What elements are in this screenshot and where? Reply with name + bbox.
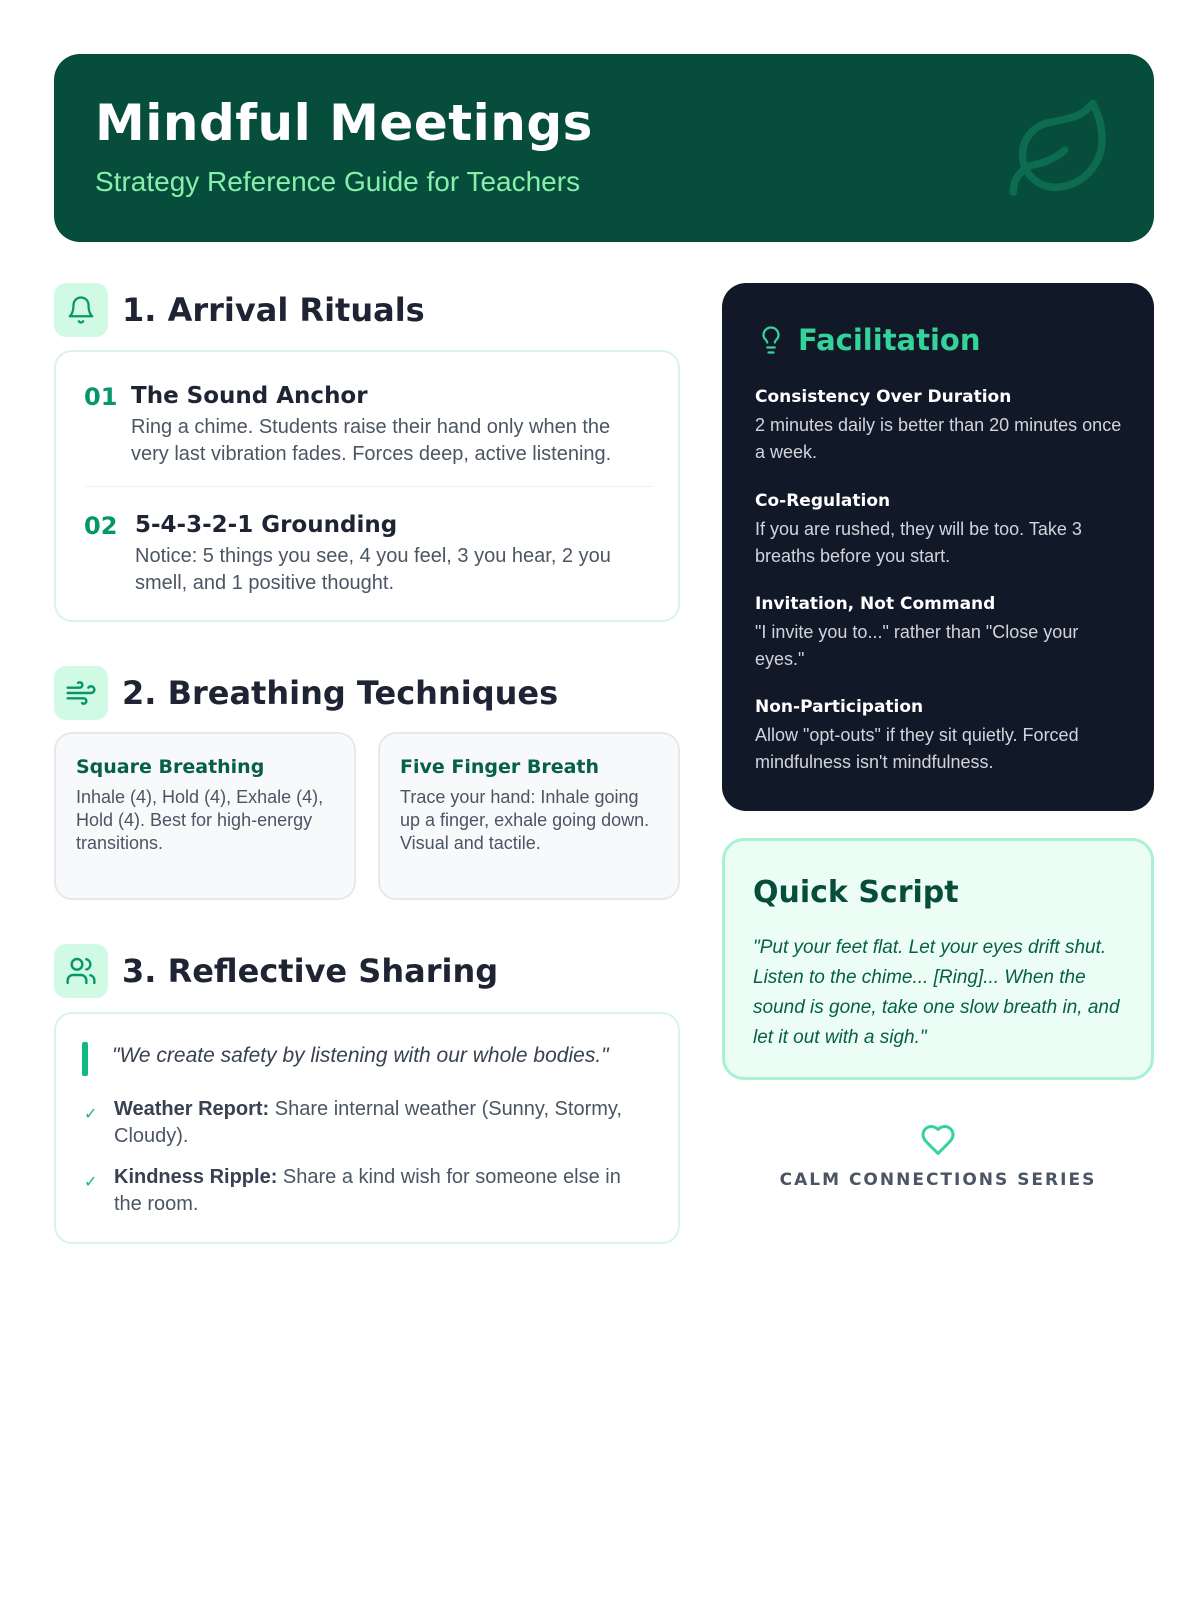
- item-description: 2 minutes daily is better than 20 minutes once a week.: [755, 415, 1122, 462]
- item-description: Ring a chime. Students raise their hand only when the very last vibration fades. Forces deep, active listening.: [131, 416, 612, 465]
- wind-icon: [54, 666, 108, 720]
- item-number: 01: [84, 383, 118, 411]
- card-description: Inhale (4), Hold (4), Exhale (4), Hold (4). Best for high-energy transitions.: [76, 787, 324, 853]
- lightbulb-icon: [756, 325, 786, 355]
- list-item: [755, 594, 1130, 673]
- item-description: If you are rushed, they will be too. Take 3 breaths before you start.: [755, 519, 1082, 566]
- check-icon: ✓: [84, 1106, 98, 1123]
- item-text: Share a kind wish for someone else in the room.: [114, 1166, 621, 1215]
- footer-series-label: CALM CONNECTIONS SERIES: [779, 1170, 1097, 1190]
- list-item: [755, 387, 1130, 466]
- item-number: 02: [84, 512, 118, 540]
- sharing-section-title: 3. Reflective Sharing: [122, 952, 499, 990]
- sharing-section-heading: [54, 944, 498, 998]
- header-banner: [54, 54, 1154, 242]
- breathing-section-heading: [54, 666, 558, 720]
- sharing-quote: "We create safety by listening with our whole bodies.": [112, 1044, 609, 1067]
- page-subtitle: Strategy Reference Guide for Teachers: [95, 166, 581, 197]
- list-item: [755, 697, 1130, 776]
- arrival-section-heading: [54, 283, 425, 337]
- item-label: Kindness Ripple:: [114, 1166, 278, 1188]
- arrival-section-title: 1. Arrival Rituals: [122, 291, 425, 329]
- item-title: 5-4-3-2-1 Grounding: [135, 512, 398, 538]
- item-description: Notice: 5 things you see, 4 you feel, 3 you hear, 2 you smell, and 1 positive thought.: [135, 545, 611, 594]
- list-item: [114, 1164, 654, 1218]
- breathing-section-title: 2. Breathing Techniques: [122, 674, 559, 712]
- item-label: Weather Report:: [114, 1098, 270, 1120]
- bell-icon: [54, 283, 108, 337]
- sharing-card: [54, 1012, 680, 1244]
- heart-icon: [918, 1122, 958, 1158]
- card-description: Trace your hand: Inhale going up a finger, exhale going down. Visual and tactile.: [400, 787, 650, 853]
- item-text: Share internal weather (Sunny, Stormy, Cloudy).: [114, 1098, 622, 1147]
- item-title: Non-Participation: [755, 697, 924, 717]
- card-title: Five Finger Breath: [400, 756, 600, 778]
- quote-accent-bar: [82, 1042, 88, 1076]
- item-title: The Sound Anchor: [131, 383, 368, 409]
- item-description: "I invite you to..." rather than "Close your eyes.": [755, 622, 1079, 669]
- quick-script-card: [722, 838, 1154, 1080]
- item-title: Consistency Over Duration: [755, 387, 1012, 407]
- users-icon: [54, 944, 108, 998]
- list-item: [755, 491, 1130, 570]
- item-title: Co-Regulation: [755, 491, 891, 511]
- divider: [84, 486, 654, 487]
- breathing-card: [378, 732, 680, 900]
- arrival-card: [54, 350, 680, 622]
- script-text: "Put your feet flat. Let your eyes drift shut. Listen to the chime... [Ring]... When the sound is gone, take one slow breath in, and let it out with a sigh.": [753, 937, 1120, 1048]
- card-title: Square Breathing: [76, 756, 265, 778]
- page-title: Mindful Meetings: [95, 94, 593, 152]
- item-description: Allow "opt-outs" if they sit quietly. Forced mindfulness isn't mindfulness.: [755, 725, 1079, 772]
- list-item: [114, 1096, 654, 1150]
- check-icon: ✓: [84, 1174, 98, 1191]
- item-title: Invitation, Not Command: [755, 594, 996, 614]
- breathing-card: [54, 732, 356, 900]
- facilitation-heading: [756, 323, 981, 357]
- facilitation-card: [722, 283, 1154, 811]
- facilitation-title: Facilitation: [798, 323, 981, 357]
- leaf-icon: [1004, 94, 1116, 206]
- script-title: Quick Script: [753, 875, 959, 910]
